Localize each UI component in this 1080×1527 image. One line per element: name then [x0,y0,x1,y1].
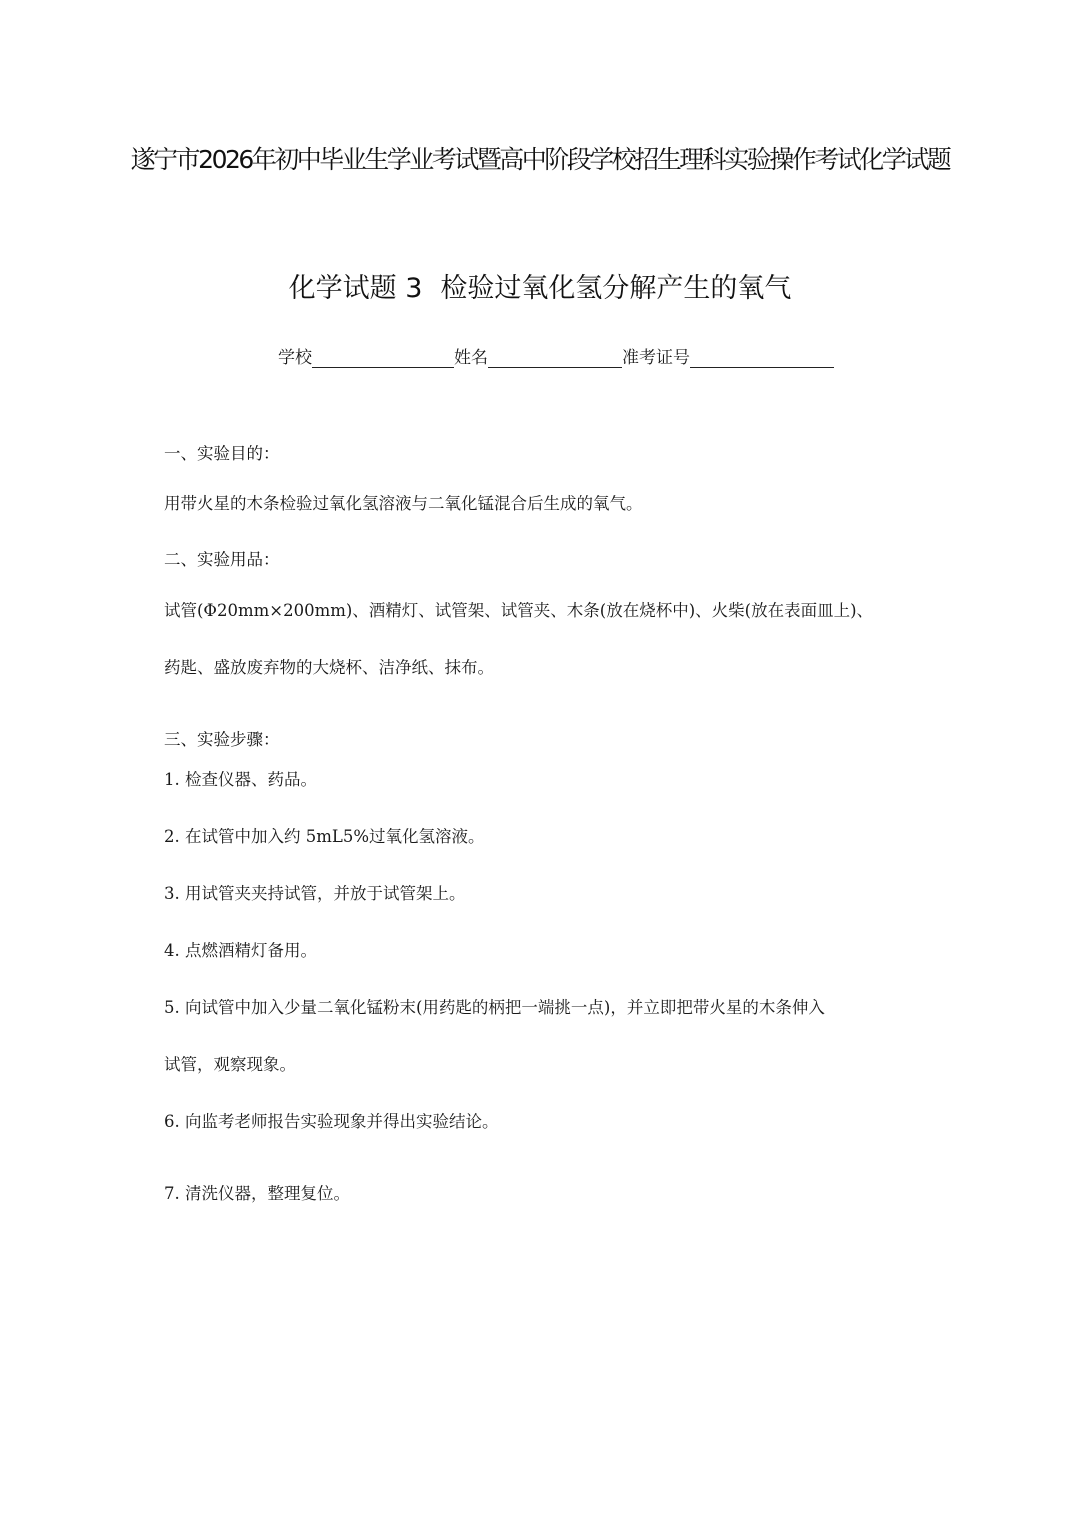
exam-id-blank[interactable] [690,349,834,368]
step-item: 3. 用试管夹夹持试管，并放于试管架上。 [164,884,466,903]
exam-id-label: 准考证号 [622,348,690,368]
experiment-name: 检验过氧化氢分解产生的氧气 [440,273,792,304]
header-title: 遂宁市2026年初中毕业生学业考试暨高中阶段学校招生理科实验操作考试化学试题 [130,145,950,174]
materials-line-1: 试管(Φ20mm×200mm)、酒精灯、试管架、试管夹、木条(放在烧杯中)、火柴(放在表面皿上)、 [164,601,874,620]
step-item: 2. 在试管中加入约 5mL5%过氧化氢溶液。 [164,827,485,846]
materials-heading: 二、实验用品： [164,550,280,569]
purpose-text: 用带火星的木条检验过氧化氢溶液与二氧化锰混合后生成的氧气。 [164,494,643,513]
experiment-title [0,266,1080,305]
name-blank[interactable] [488,349,622,368]
step-item: 1. 检查仪器、药品。 [164,770,317,789]
experiment-number: 化学试题 3 [288,273,423,304]
materials-line-2: 药匙、盛放废弃物的大烧杯、洁净纸、抹布。 [164,658,494,677]
school-blank[interactable] [312,349,454,368]
student-info-line [278,343,834,368]
step-item: 7. 清洗仪器，整理复位。 [164,1184,350,1203]
purpose-heading: 一、实验目的： [164,444,280,463]
step-item: 6. 向监考老师报告实验现象并得出实验结论。 [164,1112,499,1131]
name-label: 姓名 [454,348,488,368]
steps-heading: 三、实验步骤： [164,730,280,749]
school-label: 学校 [278,348,312,368]
step-item: 5. 向试管中加入少量二氧化锰粉末(用药匙的柄把一端挑一点)，并立即把带火星的木条伸入 [164,998,825,1017]
step-item-continuation: 试管，观察现象。 [164,1055,296,1074]
step-item: 4. 点燃酒精灯备用。 [164,941,317,960]
